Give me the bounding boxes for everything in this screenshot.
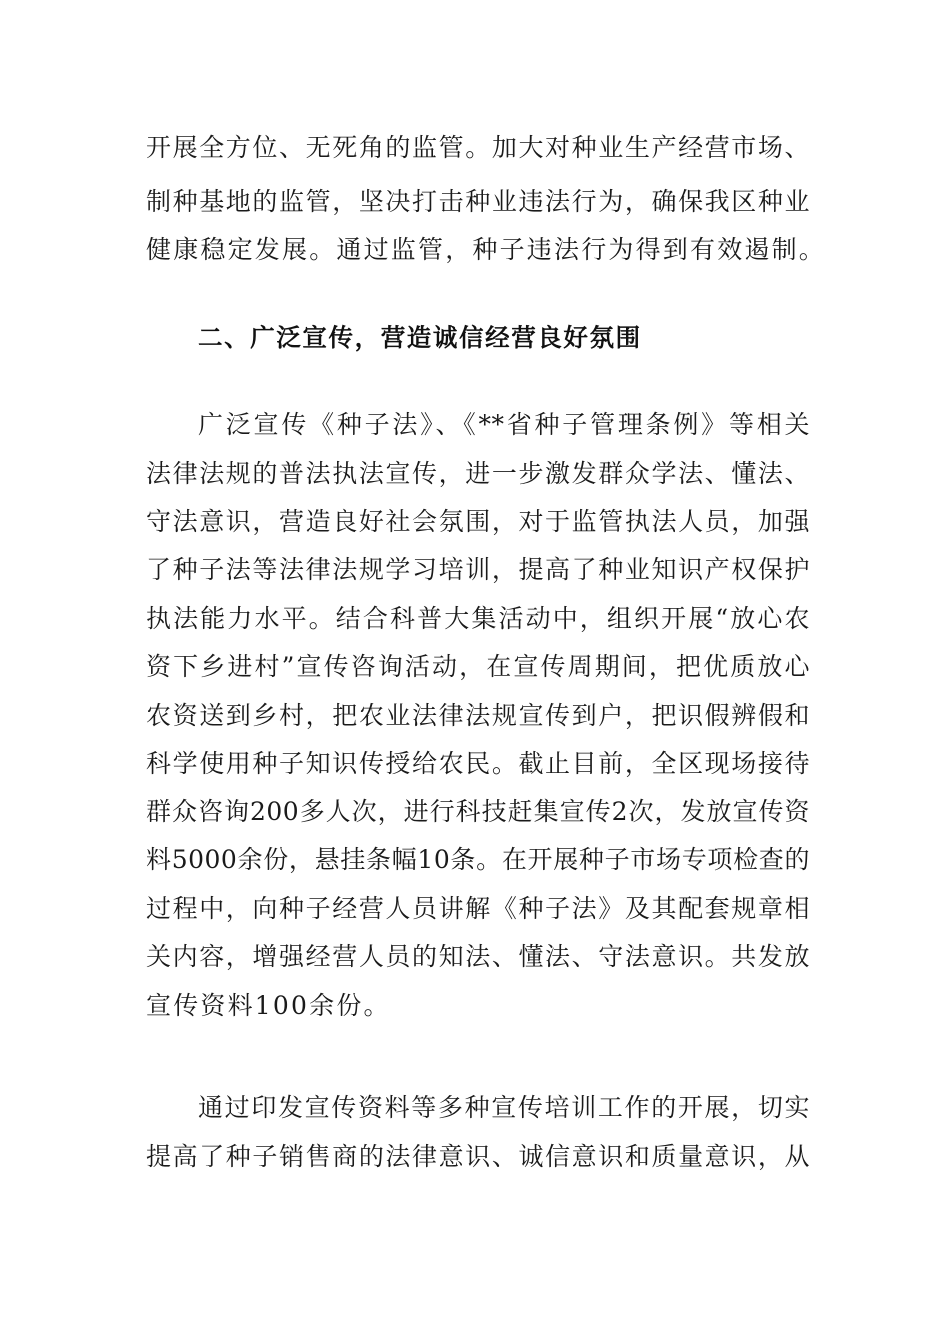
paragraph-2-line: 农资送到乡村，把农业法律法规宣传到户，把识假辨假和 <box>146 701 810 730</box>
paragraph-2-line: 资下乡进村”宣传咨询活动，在宣传周期间，把优质放心 <box>146 652 810 681</box>
paragraph-2-line: 广泛宣传《种子法》、《**省种子管理条例》等相关 <box>198 410 810 439</box>
section-heading: 二、广泛宣传，营造诚信经营良好氛围 <box>198 323 642 352</box>
paragraph-2-line: 守法意识，营造良好社会氛围，对于监管执法人员，加强 <box>146 507 810 536</box>
paragraph-3-line: 通过印发宣传资料等多种宣传培训工作的开展，切实 <box>198 1093 810 1122</box>
paragraph-2-line: 料5000余份，悬挂条幅10条。在开展种子市场专项检查的 <box>146 845 810 874</box>
paragraph-2-line: 宣传资料100余份。 <box>146 991 391 1020</box>
paragraph-2-line: 科学使用种子知识传授给农民。截止目前，全区现场接待 <box>146 749 810 778</box>
paragraph-1-line: 制种基地的监管，坚决打击种业违法行为，确保我区种业 <box>146 187 810 216</box>
paragraph-2-line: 法律法规的普法执法宣传，进一步激发群众学法、懂法、 <box>146 459 810 488</box>
paragraph-2-line: 关内容，增强经营人员的知法、懂法、守法意识。共发放 <box>146 942 810 971</box>
paragraph-2-line: 了种子法等法律法规学习培训，提高了种业知识产权保护 <box>146 555 810 584</box>
paragraph-2-line: 群众咨询200多人次，进行科技赶集宣传2次，发放宣传资 <box>146 797 810 826</box>
paragraph-2-line: 过程中，向种子经营人员讲解《种子法》及其配套规章相 <box>146 894 810 923</box>
paragraph-1-line: 开展全方位、无死角的监管。加大对种业生产经营市场、 <box>146 133 810 162</box>
paragraph-3-line: 提高了种子销售商的法律意识、诚信意识和质量意识，从 <box>146 1142 810 1171</box>
paragraph-2-line: 执法能力水平。结合科普大集活动中，组织开展“放心农 <box>146 604 810 633</box>
paragraph-1-line: 健康稳定发展。通过监管，种子违法行为得到有效遏制。 <box>146 235 827 264</box>
